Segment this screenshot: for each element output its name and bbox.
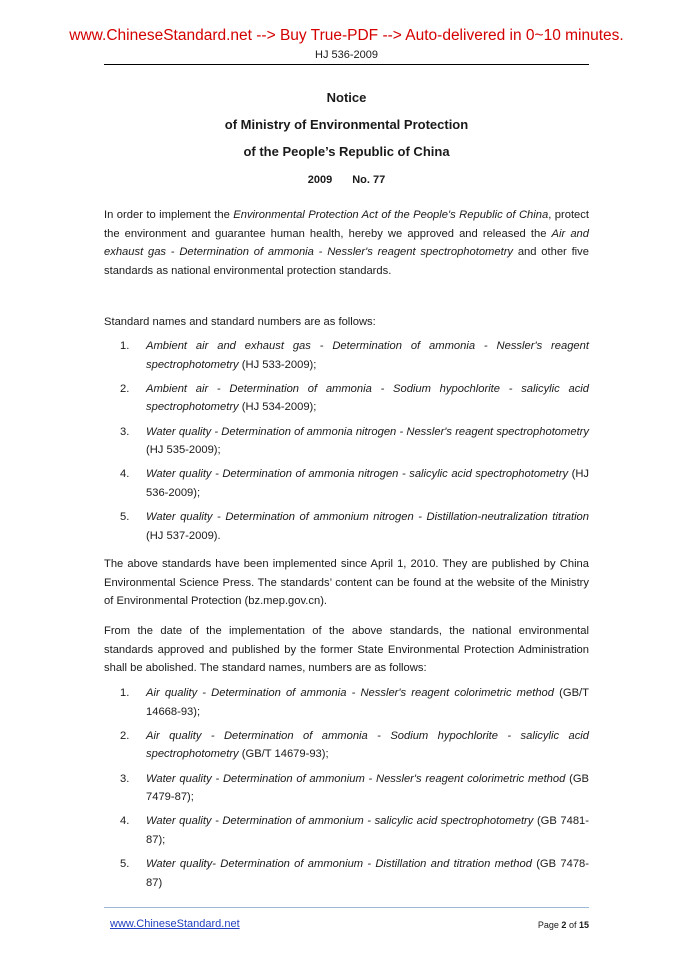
list-intro: Standard names and standard numbers are as follows: bbox=[104, 316, 376, 328]
item-name: Air quality - Determination of ammonia - Sodium hypochlorite - salicylic acid spectrophotometry bbox=[146, 729, 589, 761]
intro-text-a: In order to implement the bbox=[104, 209, 234, 221]
item-number: 1. bbox=[120, 340, 130, 352]
item-name: Ambient air - Determination of ammonia - Sodium hypochlorite - salicylic acid spectrophotometry bbox=[146, 382, 589, 414]
list-item bbox=[104, 855, 589, 892]
abolished-paragraph: From the date of the implementation of the above standards, the national environmental standards approved and published by the former State Environmental Protection Administration shall be abolished. The standard names, numbers are as follows: bbox=[104, 625, 589, 675]
item-code: (GB 7481-87); bbox=[146, 815, 589, 846]
list-item bbox=[104, 508, 589, 545]
item-number: 4. bbox=[120, 468, 130, 481]
item-code: (GB 7478-87) bbox=[146, 858, 589, 889]
item-number: 5. bbox=[120, 858, 130, 871]
item-number: 2. bbox=[120, 382, 130, 395]
page-total: 15 bbox=[578, 920, 589, 930]
item-number: 2. bbox=[120, 729, 130, 742]
item-code: (HJ 533-2009); bbox=[238, 358, 317, 371]
title-ministry: of Ministry of Environmental Protection bbox=[224, 117, 469, 132]
item-name: Water quality- Determination of ammonium - Distillation and titration method bbox=[146, 858, 532, 871]
implementation-paragraph: The above standards have been implemented since April 1, 2010. They are published by China Environmental Science Press. The standards’ content can be found at the website of the Ministry of Environmental Protection (bz.mep.gov.cn). bbox=[104, 558, 589, 608]
list-item bbox=[104, 423, 589, 460]
intro-text-c: , protect the environment and guarantee human health, hereby we approved and released the bbox=[104, 209, 589, 240]
page-of: of bbox=[568, 920, 577, 930]
item-name: Water quality - Determination of ammonia nitrogen - Nessler's reagent spectrophotometry bbox=[146, 425, 589, 438]
item-code: (HJ 534-2009); bbox=[238, 401, 317, 414]
item-code: (HJ 536-2009); bbox=[146, 468, 589, 499]
item-number: 3. bbox=[120, 772, 130, 785]
page-indicator bbox=[538, 920, 589, 930]
intro-standard-title: Air and exhaust gas - Determination of ammonia - Nessler's reagent spectrophotometry bbox=[104, 227, 589, 259]
list-item bbox=[104, 337, 589, 374]
new-standards-list bbox=[104, 337, 589, 551]
abolished-standards-list bbox=[104, 684, 589, 898]
item-code: (GB 7479-87); bbox=[146, 772, 590, 804]
item-number: 4. bbox=[120, 815, 130, 828]
page-label: Page bbox=[537, 920, 559, 930]
promo-banner-link[interactable]: www.ChineseStandard.net --> Buy True-PDF --> Auto-delivered in 0~10 minutes. bbox=[69, 27, 624, 44]
item-name: Ambient air and exhaust gas - Determination of ammonia - Nessler's reagent spectrophotometry bbox=[146, 340, 589, 371]
list-item bbox=[104, 465, 589, 502]
item-name: Water quality - Determination of ammonium - Nessler's reagent colorimetric method bbox=[146, 772, 566, 785]
footer-divider bbox=[104, 907, 589, 908]
list-item bbox=[104, 770, 589, 807]
intro-act-title: Environmental Protection Act of the People's Republic of China bbox=[233, 209, 549, 221]
list-item bbox=[104, 812, 589, 849]
item-code: (GB/T 14668-93); bbox=[146, 687, 589, 718]
notice-no: No. 77 bbox=[352, 174, 386, 186]
item-name: Air quality - Determination of ammonia - Nessler's reagent colorimetric method bbox=[146, 687, 554, 699]
notice-number bbox=[0, 174, 693, 186]
list-item bbox=[104, 380, 589, 417]
item-name: Water quality - Determination of ammonium - salicylic acid spectrophotometry bbox=[146, 815, 534, 828]
item-code: (GB/T 14679-93); bbox=[238, 748, 329, 761]
list-item bbox=[104, 684, 589, 721]
item-number: 1. bbox=[120, 687, 130, 699]
item-name: Water quality - Determination of ammonium nitrogen - Distillation-neutralization titration bbox=[146, 511, 589, 524]
title-country: of the People’s Republic of China bbox=[243, 144, 450, 159]
document-id: HJ 536-2009 bbox=[315, 49, 378, 61]
page-current: 2 bbox=[561, 920, 567, 930]
intro-text-e: and other five standards as national environmental protection standards. bbox=[104, 246, 589, 277]
item-number: 3. bbox=[120, 425, 130, 438]
footer-website-link[interactable]: www.ChineseStandard.net bbox=[110, 918, 240, 930]
notice-year: 2009 bbox=[307, 174, 333, 186]
item-name: Water quality - Determination of ammonia nitrogen - salicylic acid spectrophotometry bbox=[146, 468, 569, 481]
item-number: 5. bbox=[120, 511, 130, 524]
item-code: (HJ 535-2009); bbox=[146, 444, 221, 457]
item-code: (HJ 537-2009). bbox=[146, 529, 221, 542]
header-divider bbox=[104, 64, 589, 65]
list-item bbox=[104, 727, 589, 764]
title-notice: Notice bbox=[326, 90, 367, 105]
intro-paragraph bbox=[104, 206, 589, 280]
